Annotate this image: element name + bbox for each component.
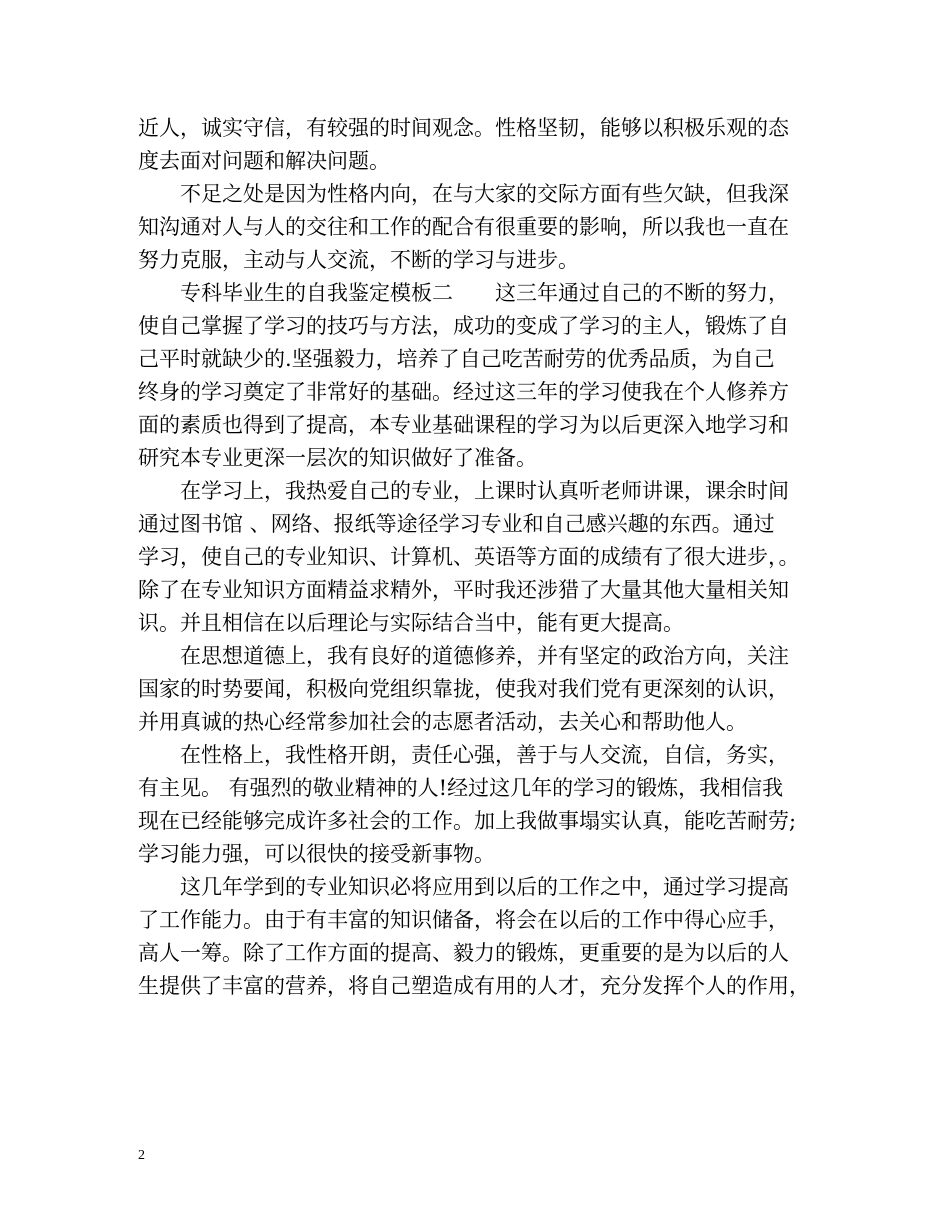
text-line: 不足之处是因为性格内向，在与大家的交际方面有些欠缺，但我深 xyxy=(138,182,789,206)
text-line: 生提供了丰富的营养，将自己塑造成有用的人才，充分发挥个人的作用， xyxy=(138,974,810,998)
text-line: 在思想道德上，我有良好的道德修养，并有坚定的政治方向，关注 xyxy=(138,644,789,668)
text-line: 努力克服，主动与人交流，不断的学习与进步。 xyxy=(138,248,579,272)
text-line: 了工作能力。由于有丰富的知识储备，将会在以后的工作中得心应手， xyxy=(138,908,789,932)
text-line: 使自己掌握了学习的技巧与方法，成功的变成了学习的主人，锻炼了自 xyxy=(138,314,789,338)
text-line: 专科毕业生的自我鉴定模板二 这三年通过自己的不断的努力， xyxy=(138,281,789,305)
text-line: 在学习上，我热爱自己的专业，上课时认真听老师讲课，课余时间 xyxy=(138,479,789,503)
text-line: 有主见。 有强烈的敬业精神的人!经过这几年的学习的锻炼，我相信我 xyxy=(138,776,784,800)
text-line: 通过图书馆 、网络、报纸等途径学习专业和自己感兴趣的东西。通过 xyxy=(138,512,775,536)
body-text xyxy=(138,112,818,1003)
text-line: 国家的时势要闻，积极向党组织靠拢，使我对我们党有更深刻的认识， xyxy=(138,677,789,701)
text-line: 己平时就缺少的.坚强毅力，培养了自己吃苦耐劳的优秀品质，为自己 xyxy=(138,347,775,371)
text-line: 研究本专业更深一层次的知识做好了准备。 xyxy=(138,446,537,470)
text-line: 近人，诚实守信，有较强的时间观念。性格坚韧，能够以积极乐观的态 xyxy=(138,116,789,140)
text-line: 除了在专业知识方面精益求精外，平时我还涉猎了大量其他大量相关知 xyxy=(138,578,789,602)
text-line: 识。并且相信在以后理论与实际结合当中，能有更大提高。 xyxy=(138,611,684,635)
text-line: 在性格上，我性格开朗，责任心强，善于与人交流，自信，务实， xyxy=(138,743,789,767)
text-line: 知沟通对人与人的交往和工作的配合有很重要的影响，所以我也一直在 xyxy=(138,215,789,239)
text-line: 现在已经能够完成许多社会的工作。加上我做事塌实认真，能吃苦耐劳; xyxy=(138,809,797,833)
text-line: 并用真诚的热心经常参加社会的志愿者活动，去关心和帮助他人。 xyxy=(138,710,747,734)
text-line: 这几年学到的专业知识必将应用到以后的工作之中，通过学习提高 xyxy=(138,875,789,899)
text-line: 度去面对问题和解决问题。 xyxy=(138,149,390,173)
text-line: 终身的学习奠定了非常好的基础。经过这三年的学习使我在个人修养方 xyxy=(138,380,789,404)
text-line: 学习能力强，可以很快的接受新事物。 xyxy=(138,842,495,866)
text-line: 学习，使自己的专业知识、计算机、英语等方面的成绩有了很大进步，。 xyxy=(138,545,800,569)
text-line: 面的素质也得到了提高，本专业基础课程的学习为以后更深入地学习和 xyxy=(138,413,789,437)
page-number: 2 xyxy=(138,1148,145,1163)
text-line: 高人一筹。除了工作方面的提高、毅力的锻炼，更重要的是为以后的人 xyxy=(138,941,789,965)
